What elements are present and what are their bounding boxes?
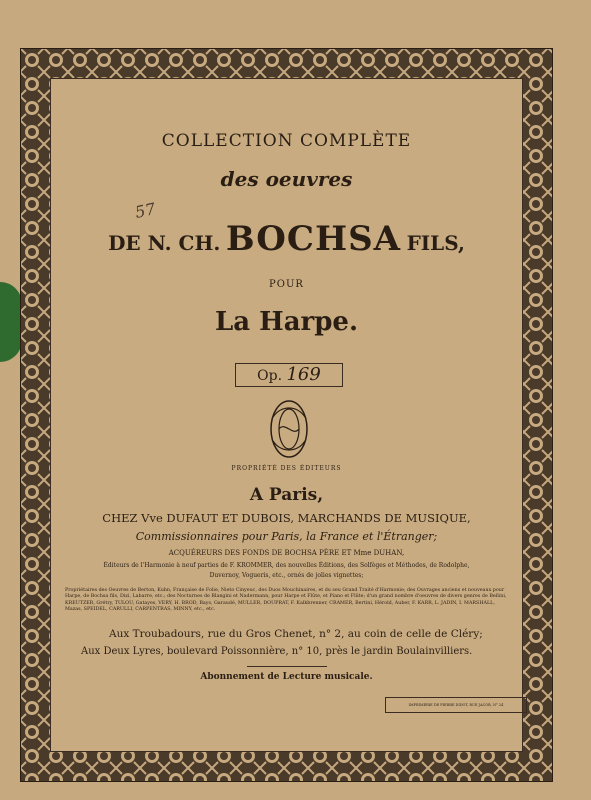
publisher-monogram [261,397,317,461]
paris-heading: A Paris, [249,485,324,505]
green-tab-marker [0,282,22,362]
pour-label: POUR [269,279,304,290]
oeuvres-heading: des oeuvres [220,167,353,191]
editeurs-line-1: Éditeurs de l'Harmonie à neuf parties de F. KROMMER, des nouvelles Éditions, des Solfèges et Méthodes, de Rodolphe, [103,562,470,569]
collection-heading: COLLECTION COMPLÈTE [161,131,412,151]
publisher-line: CHEZ Vve DUFAUT ET DUBOIS, MARCHANDS DE MUSIQUE, [102,511,471,525]
opus-number: 169 [286,364,321,385]
opus-label: Op. [257,368,283,384]
propriete-label: PROPRIÉTÉ DES ÉDITEURS [231,465,342,472]
name-prefix: DE N. CH. [108,231,221,255]
acquereurs-line: ACQUÉREURS DES FONDS DE BOCHSA PÈRE ET Mme DUHAN, [168,549,405,557]
abonnement-line: Abonnement de Lecture musicale. [200,672,373,682]
editeurs-line-2: Duvernoy, Vogueris, etc., ornés de jolies vignettes; [209,572,364,579]
composer-name [51,219,522,259]
instrument-title: La Harpe. [214,307,359,337]
opus-box [235,363,343,387]
divider-rule [247,666,327,667]
name-main: BOCHSA [225,219,402,259]
printer-stamp: IMPRIMERIE DE PIERRE DIDOT, RUE JACOB, N° 24 [385,697,527,713]
publisher-fine-print: Propriétaires des Oeuvres de Berton, Kuhn, Française de Folie, Nieto Cinyeuc, des Duos Mouchinaires, et du seu Grand Traité d'Harmonie; des Ouvrages anciens et nouveaux pour Harpe, de Bochsa fils, Dizi, Labarre, etc.; des Nocturnes de Blangini et Nadermann, pour Harpe et Flûte, et Piano et Flûte; d'un grand nombre d'oeuvres de divers genres de Bellini, KREUTZER, Grétry, TULOU, Gatayes, VERY, H. BROD, Bays, Garaudé, MULLER, DOUPRAT, F. Kalkbrenner, CRAMER, Bertini, Hérold, Auber, F. KARR, L. JADIN, I. MARSHALL, Mazas, SPEIDEL, CARULLI, CARPENTRAS, MINNY, etc., etc. [65,588,507,613]
address-lyres: Aux Deux Lyres, boulevard Poissonnière, n° 10, près le jardin Boulainvilliers. [81,646,473,657]
name-suffix: FILS, [406,231,465,255]
title-panel [50,78,523,752]
commissionnaires-line: Commissionnaires pour Paris, la France et l'Étranger; [135,530,438,543]
address-troubadours: Aux Troubadours, rue du Gros Chenet, n° 2, au coin de celle de Cléry; [109,628,483,640]
handwritten-note: 57 [133,199,158,222]
